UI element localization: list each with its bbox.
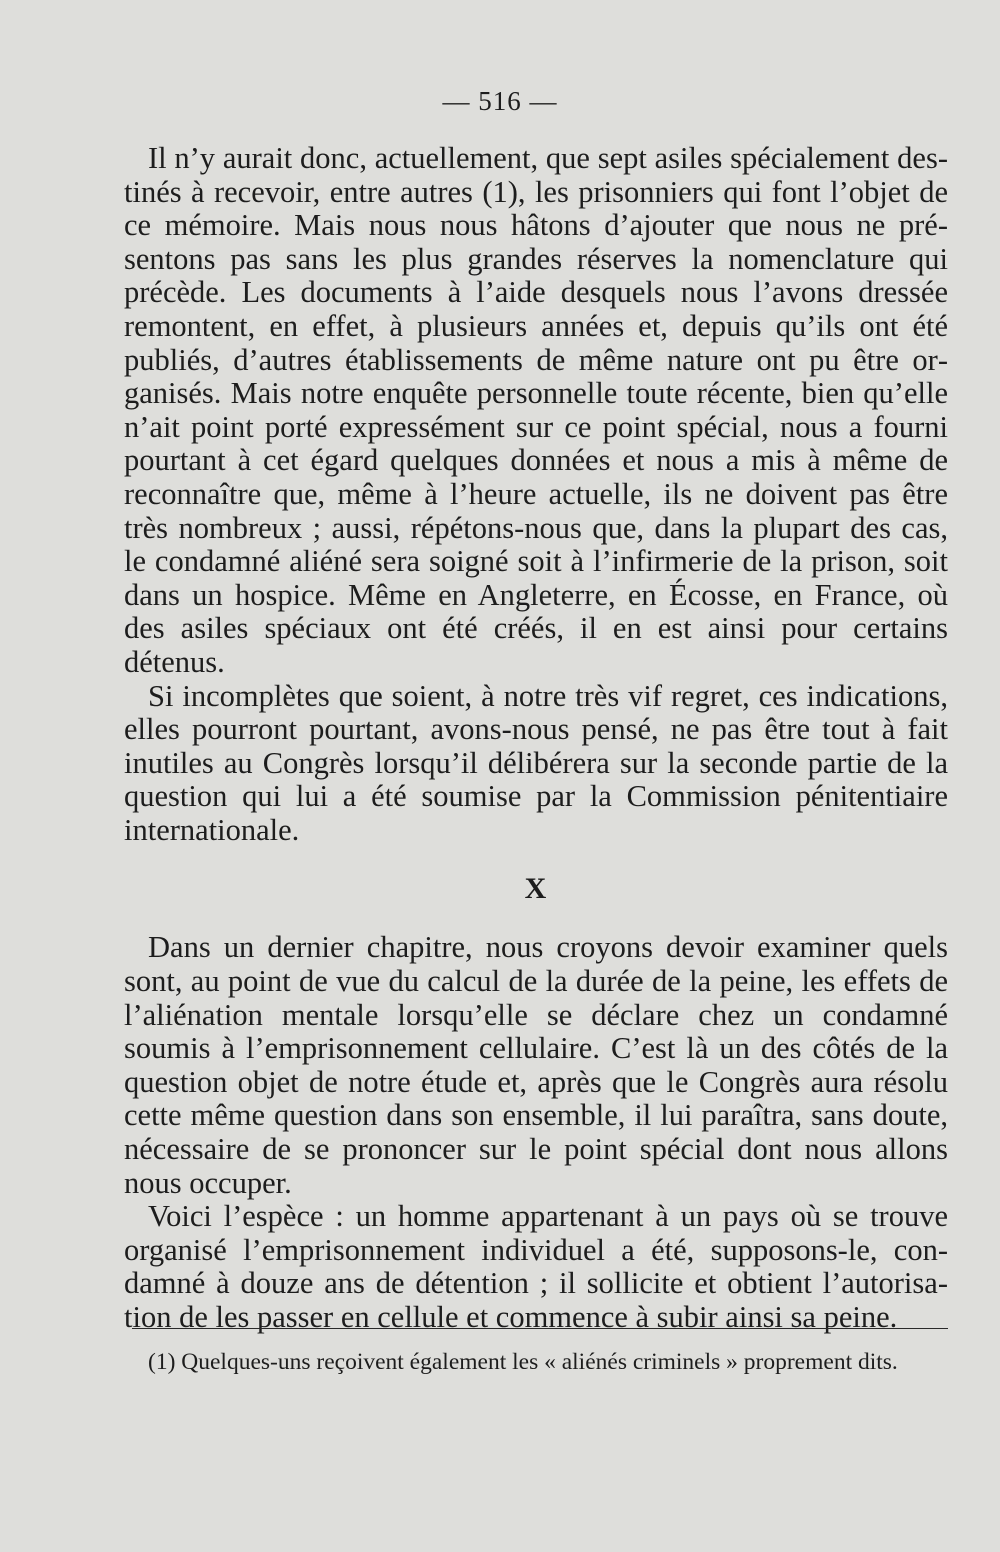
- footnote-divider: [132, 1328, 948, 1329]
- footnote: (1) Quelques-uns reçoivent également les « aliénés criminels » proprement dits.: [148, 1349, 898, 1375]
- paragraph-chapitre: Dans un dernier chapitre, nous croyons devoir examiner quels sont, au point de vue du calcul de la durée de la peine, les effets de l’aliénation mentale lorsqu’elle se déclare chez un condamné soumis à l’emprisonnement cellulaire. C’est là un des côtés de la question objet de notre étude et, après que le Congrès aura résolu cette même question dans son ensemble, il lui paraîtra, sans doute, nécessaire de se prononcer sur le point spécial dont nous allons nous occuper.: [124, 930, 948, 1200]
- paragraph-asiles: Il n’y aurait donc, actuellement, que sept asiles spécialement destinés à recevoir, entre autres (1), les prisonniers qui font l’objet de ce mémoire. Mais nous nous hâtons d’ajouter que nous ne présentons pas sans les plus grandes réserves la nomenclature qui précède. Les documents à l’aide desquels nous l’avons dressée remontent, en effet, à plusieurs années et, depuis qu’ils ont été publiés, d’autres établissements de même nature ont pu être organisés. Mais notre enquête personnelle toute récente, bien qu’elle n’ait point porté expressément sur ce point spécial, nous a fourni pourtant à cet égard quelques données et nous a mis à même de reconnaître que, même à l’heure actuelle, ils ne doivent pas être très nombreux ; aussi, répétons-nous que, dans la plupart des cas, le condamné aliéné sera soigné soit à l’infirmerie de la prison, soit dans un hospice. Même en Angleterre, en Écosse, en France, où des asiles spéciaux ont été créés, il en est ainsi pour certains détenus.: [124, 141, 948, 679]
- main-text: [124, 142, 948, 1335]
- paragraph-indications: Si incomplètes que soient, à notre très vif regret, ces indications, elles pourront pourtant, avons-nous pensé, ne pas être tout à fait inutiles au Congrès lorsqu’il délibérera sur la seconde partie de la question qui lui a été soumise par la Commission pénitentiaire internationale.: [124, 678, 948, 847]
- paragraph-espece: Voici l’espèce : un homme appartenant à un pays où se trouve organisé l’emprisonnement individuel a été, supposons-le, condamné à douze ans de détention ; il sollicite et obtient l’autorisation de les passer en cellule et commence à subir ainsi sa peine.: [124, 1199, 948, 1334]
- page-number: — 516 —: [442, 86, 558, 116]
- section-heading: X: [524, 872, 548, 906]
